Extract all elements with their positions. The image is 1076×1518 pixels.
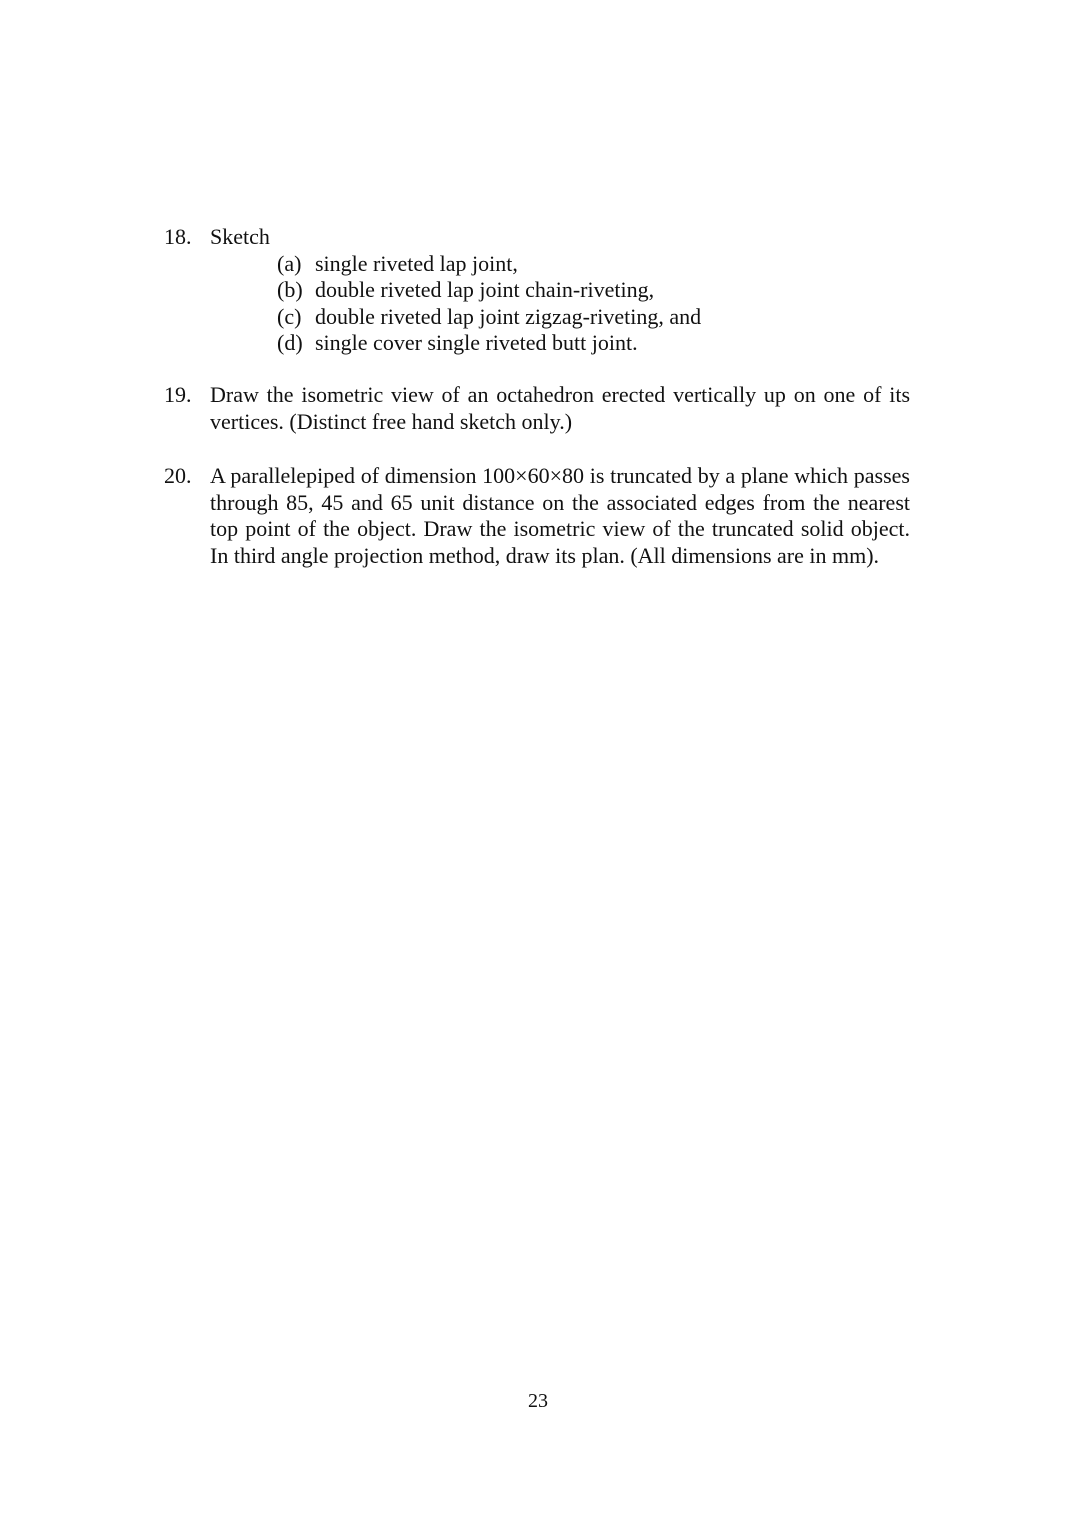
- sub-item-text: double riveted lap joint zigzag-riveting, and: [315, 303, 702, 329]
- sub-item-label: (c): [277, 303, 302, 329]
- question-number: 20.: [164, 463, 192, 488]
- question-number: 18.: [164, 224, 192, 249]
- question-text: A parallelepiped of dimension 100×60×80 is truncated by a plane which passes through 85, 45 and 65 unit distance on the associated edges from the nearest top point of the object. Draw the isometric view of the truncated solid object. In third angle projection method, draw its plan. (All dimensions are in mm).: [210, 463, 910, 568]
- sub-item-list: [277, 251, 701, 357]
- sub-item-text: single cover single riveted butt joint.: [315, 330, 638, 355]
- sub-item-c: [277, 304, 701, 331]
- sub-item-label: (d): [277, 330, 303, 355]
- question-number: 19.: [164, 382, 192, 407]
- question-19: [164, 382, 910, 435]
- question-text: Sketch: [210, 224, 270, 249]
- sub-item-text: double riveted lap joint chain-riveting,: [315, 277, 655, 302]
- sub-item-label: (b): [277, 277, 303, 302]
- question-18: [164, 224, 910, 355]
- sub-item-a: [277, 251, 701, 278]
- sub-item-d: [277, 330, 701, 357]
- sub-item-label: (a): [277, 250, 302, 276]
- question-20: [164, 463, 910, 569]
- question-text: Draw the isometric view of an octahedron erected vertically up on one of its vertices. (Distinct free hand sketch only.): [210, 382, 910, 434]
- sub-item-text: single riveted lap joint,: [315, 250, 518, 276]
- sub-item-b: [277, 277, 701, 304]
- page-number: 23: [528, 1390, 548, 1412]
